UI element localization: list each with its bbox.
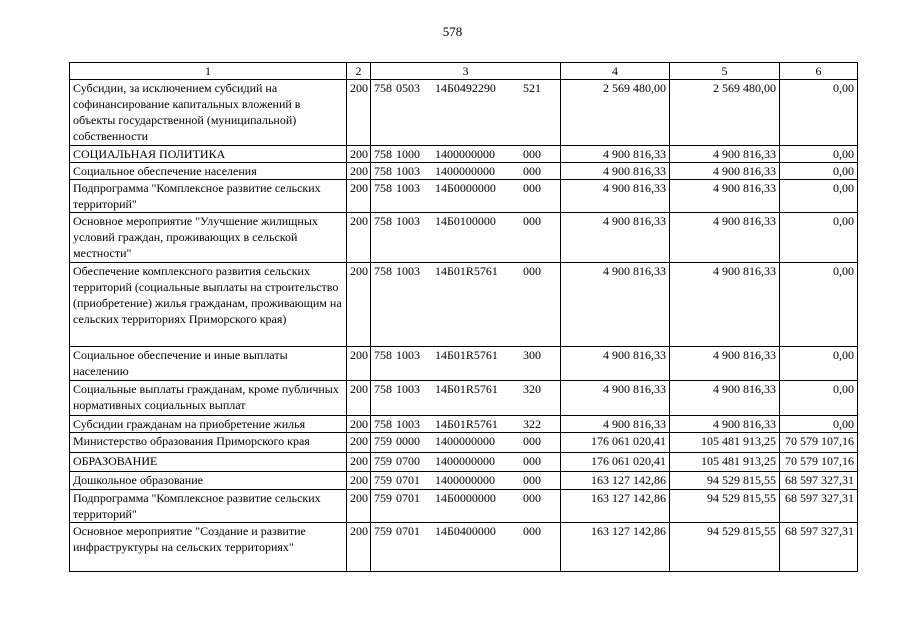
amount-col5: 105 481 913,25 [670,433,780,453]
table-row [70,263,858,347]
amount-col6: 0,00 [780,347,858,381]
row-code: 200 [347,213,371,263]
expense-type-code: 000 [523,454,541,468]
amount-col6: 68 597 327,31 [780,472,858,490]
amount-col5: 4 900 816,33 [670,416,780,433]
row-name: Дошкольное образование [70,472,347,490]
amount-col6: 68 597 327,31 [780,523,858,572]
section-code: 0700 [396,454,420,468]
table-row [70,163,858,180]
row-classification [371,472,561,490]
row-name: Социальное обеспечение и иные выплаты населению [70,347,347,381]
expense-type-code: 300 [523,348,541,362]
row-name: Министерство образования Приморского края [70,433,347,453]
section-code: 0503 [396,81,420,95]
section-code: 1003 [396,417,420,431]
row-name: Социальные выплаты гражданам, кроме публичных нормативных социальных выплат [70,381,347,416]
section-code: 0701 [396,473,420,487]
amount-col5: 105 481 913,25 [670,453,780,472]
table-row [70,490,858,523]
ved-code: 758 [374,264,392,278]
section-code: 1003 [396,164,420,178]
amount-col4: 4 900 816,33 [561,263,670,347]
table-row [70,213,858,263]
expense-type-code: 000 [523,214,541,228]
section-code: 1003 [396,264,420,278]
row-code: 200 [347,490,371,523]
column-numbers-row [70,63,858,80]
expense-type-code: 000 [523,264,541,278]
target-article-code: 1400000000 [435,454,495,468]
column-number: 4 [561,63,670,80]
row-code: 200 [347,80,371,146]
amount-col4: 4 900 816,33 [561,416,670,433]
row-name: ОБРАЗОВАНИЕ [70,453,347,472]
row-classification [371,381,561,416]
amount-col6: 70 579 107,16 [780,433,858,453]
expense-type-code: 322 [523,417,541,431]
amount-col4: 4 900 816,33 [561,180,670,213]
row-code: 200 [347,523,371,572]
row-code: 200 [347,416,371,433]
amount-col6: 0,00 [780,163,858,180]
ved-code: 758 [374,147,392,161]
amount-col4: 4 900 816,33 [561,146,670,163]
row-classification [371,263,561,347]
amount-col4: 163 127 142,86 [561,523,670,572]
ved-code: 758 [374,164,392,178]
row-code: 200 [347,347,371,381]
amount-col4: 4 900 816,33 [561,347,670,381]
amount-col5: 4 900 816,33 [670,180,780,213]
target-article-code: 14Б0100000 [435,214,496,228]
row-classification [371,163,561,180]
row-code: 200 [347,146,371,163]
amount-col5: 94 529 815,55 [670,472,780,490]
budget-table [69,62,858,572]
table-row [70,433,858,453]
row-classification [371,416,561,433]
column-number: 2 [347,63,371,80]
ved-code: 758 [374,81,392,95]
amount-col5: 2 569 480,00 [670,80,780,146]
table-row [70,523,858,572]
expense-type-code: 000 [523,147,541,161]
row-classification [371,347,561,381]
expense-type-code: 000 [523,491,541,505]
amount-col4: 163 127 142,86 [561,490,670,523]
column-number: 1 [70,63,347,80]
target-article-code: 14Б0000000 [435,181,496,195]
amount-col5: 4 900 816,33 [670,381,780,416]
row-classification [371,180,561,213]
table-row [70,472,858,490]
ved-code: 758 [374,181,392,195]
column-number: 5 [670,63,780,80]
row-name: Подпрограмма "Комплексное развитие сельских территорий" [70,180,347,213]
row-name: Основное мероприятие "Улучшение жилищных условий граждан, проживающих в сельской местности" [70,213,347,263]
row-classification [371,523,561,572]
amount-col4: 176 061 020,41 [561,433,670,453]
page-number: 578 [442,24,463,39]
amount-col5: 4 900 816,33 [670,213,780,263]
row-classification [371,146,561,163]
row-code: 200 [347,433,371,453]
table-row [70,416,858,433]
target-article-code: 14Б01R5761 [435,417,498,431]
row-classification [371,490,561,523]
amount-col6: 70 579 107,16 [780,453,858,472]
expense-type-code: 521 [523,81,541,95]
amount-col4: 4 900 816,33 [561,381,670,416]
target-article-code: 14Б0000000 [435,491,496,505]
ved-code: 758 [374,348,392,362]
row-name: Подпрограмма "Комплексное развитие сельских территорий" [70,490,347,523]
amount-col6: 0,00 [780,180,858,213]
row-name: СОЦИАЛЬНАЯ ПОЛИТИКА [70,146,347,163]
target-article-code: 14Б0400000 [435,524,496,538]
column-number: 3 [371,63,561,80]
column-number: 6 [780,63,858,80]
table-row [70,453,858,472]
amount-col5: 4 900 816,33 [670,347,780,381]
section-code: 1003 [396,348,420,362]
target-article-code: 1400000000 [435,147,495,161]
amount-col6: 68 597 327,31 [780,490,858,523]
row-classification [371,80,561,146]
amount-col6: 0,00 [780,80,858,146]
ved-code: 758 [374,382,392,396]
target-article-code: 14Б0492290 [435,81,496,95]
target-article-code: 14Б01R5761 [435,264,498,278]
ved-code: 758 [374,417,392,431]
row-code: 200 [347,263,371,347]
amount-col5: 94 529 815,55 [670,523,780,572]
expense-type-code: 000 [523,524,541,538]
amount-col6: 0,00 [780,146,858,163]
target-article-code: 1400000000 [435,434,495,448]
ved-code: 759 [374,491,392,505]
row-name: Социальное обеспечение населения [70,163,347,180]
amount-col6: 0,00 [780,263,858,347]
row-name: Основное мероприятие "Создание и развитие инфраструктуры на сельских территориях" [70,523,347,572]
row-classification [371,213,561,263]
amount-col6: 0,00 [780,381,858,416]
row-code: 200 [347,472,371,490]
expense-type-code: 320 [523,382,541,396]
target-article-code: 14Б01R5761 [435,348,498,362]
table-row [70,347,858,381]
row-name: Обеспечение комплексного развития сельских территорий (социальные выплаты на строительство (приобретение) жилья гражданам, проживающим на сельских территориях Приморского края) [70,263,347,347]
section-code: 0000 [396,434,420,448]
amount-col6: 0,00 [780,416,858,433]
target-article-code: 14Б01R5761 [435,382,498,396]
expense-type-code: 000 [523,473,541,487]
section-code: 1000 [396,147,420,161]
amount-col5: 94 529 815,55 [670,490,780,523]
row-code: 200 [347,381,371,416]
row-classification [371,433,561,453]
section-code: 0701 [396,491,420,505]
ved-code: 759 [374,434,392,448]
amount-col4: 2 569 480,00 [561,80,670,146]
section-code: 1003 [396,382,420,396]
amount-col4: 4 900 816,33 [561,163,670,180]
ved-code: 759 [374,524,392,538]
row-name: Субсидии, за исключением субсидий на софинансирование капитальных вложений в объекты государственной (муниципальной) собственности [70,80,347,146]
row-name: Субсидии гражданам на приобретение жилья [70,416,347,433]
target-article-code: 1400000000 [435,164,495,178]
table-row [70,381,858,416]
expense-type-code: 000 [523,164,541,178]
section-code: 0701 [396,524,420,538]
section-code: 1003 [396,214,420,228]
row-code: 200 [347,180,371,213]
row-code: 200 [347,453,371,472]
row-code: 200 [347,163,371,180]
table-row [70,146,858,163]
amount-col4: 176 061 020,41 [561,453,670,472]
table-row [70,180,858,213]
expense-type-code: 000 [523,434,541,448]
ved-code: 759 [374,473,392,487]
section-code: 1003 [396,181,420,195]
amount-col4: 163 127 142,86 [561,472,670,490]
ved-code: 758 [374,214,392,228]
amount-col5: 4 900 816,33 [670,163,780,180]
amount-col4: 4 900 816,33 [561,213,670,263]
ved-code: 759 [374,454,392,468]
amount-col6: 0,00 [780,213,858,263]
amount-col5: 4 900 816,33 [670,263,780,347]
table-row [70,80,858,146]
target-article-code: 1400000000 [435,473,495,487]
amount-col5: 4 900 816,33 [670,146,780,163]
row-classification [371,453,561,472]
expense-type-code: 000 [523,181,541,195]
